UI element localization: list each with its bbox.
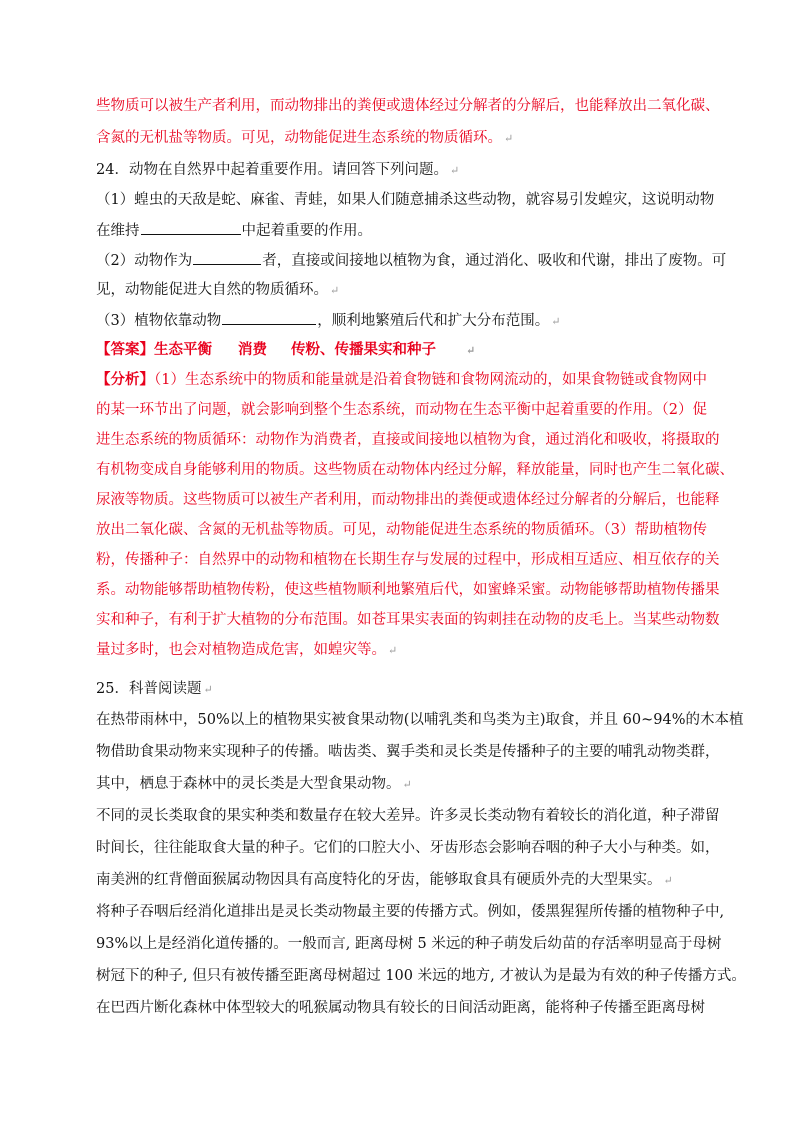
q24-analysis-line-4: 有机物变成自身能够利用的物质。这些物质在动物体内经过分解，释放能量，同时也产生二氧化碳、 — [96, 462, 734, 478]
q25-para2-line-2: 时间长，往往能取食大量的种子。它们的口腔大小、牙齿形态会影响吞咽的种子大小与种类。如， — [96, 840, 720, 856]
prev-answer-line-1: 些物质可以被生产者利用，而动物排出的粪便或遗体经过分解者的分解后，也能释放出二氧化碳、 — [96, 98, 720, 114]
q25-para3-line-4: 在巴西片断化森林中体型较大的吼猴属动物具有较长的日间活动距离，能将种子传播至距离母树 — [96, 1000, 705, 1016]
q24-analysis-line-6: 放出二氧化碳、含氮的无机盐等物质。可见，动物能促进生态系统的物质循环。（3）帮助植物传 — [96, 522, 707, 538]
paragraph-mark-icon: ↵ — [330, 284, 339, 297]
q24-analysis-line-8: 系。动物能够帮助植物传粉，使这些植物顺利地繁殖后代，如蜜蜂采蜜。动物能够帮助植物传播果 — [96, 582, 720, 598]
q25-para3-line-1: 将种子吞咽后经消化道排出是灵长类动物最主要的传播方式。例如，倭黑猩猩所传播的植物种子中, — [96, 904, 725, 920]
paragraph-mark-icon: ↵ — [203, 683, 212, 696]
q24-stem: 24．动物在自然界中起着重要作用。请回答下列问题。 ↵ — [96, 162, 459, 178]
q24-analysis-line-9: 实和种子，有利于扩大植物的分布范围。如苍耳果实表面的钩刺挂在动物的皮毛上。当某些动物数 — [96, 612, 720, 628]
q24-part1-line2: 在维持 中起着重要的作用。 — [96, 220, 372, 241]
q24-analysis-line-10: 量过多时，也会对植物造成危害，如蝗灾等。 ↵ — [96, 642, 397, 658]
paragraph-mark-icon: ↵ — [466, 344, 475, 357]
paragraph-mark-icon: ↵ — [551, 315, 560, 328]
q25-para2-line-1: 不同的灵长类取食的果实种类和数量存在较大差异。许多灵长类动物有着较长的消化道，种子滞留 — [96, 808, 720, 824]
paragraph-mark-icon: ↵ — [449, 164, 459, 177]
prev-answer-line-2: 含氮的无机盐等物质。可见，动物能促进生态系统的物质循环。 ↵ — [96, 130, 513, 146]
q24-part3: （3）植物依靠动物 ，顺利地繁殖后代和扩大分布范围。 ↵ — [96, 310, 559, 332]
q25-para3-line-2: 93%以上是经消化道传播的。一般而言, 距离母树 5 米远的种子萌发后幼苗的存活率明显高于母树 — [96, 936, 722, 952]
answer-blank-1[interactable] — [141, 220, 241, 235]
q25-stem: 25．科普阅读题 ↵ — [96, 681, 212, 697]
paragraph-mark-icon: ↵ — [388, 644, 397, 657]
answer-blank-3[interactable] — [222, 310, 316, 325]
q25-para1-line-1: 在热带雨林中，50%以上的植物果实被食果动物(以哺乳类和鸟类为主)取食，并且 60~94%的木本植 — [96, 712, 744, 728]
q24-part2-line1: （2）动物作为 者，直接或间接地以植物为食，通过消化、吸收和代谢，排出了废物。可 — [96, 250, 726, 271]
q24-part2-line2: 见，动物能促进大自然的物质循环。 ↵ — [96, 282, 339, 298]
q24-analysis-line-5: 尿液等物质。这些物质可以被生产者利用，而动物排出的粪便或遗体经过分解者的分解后，也能释 — [96, 492, 720, 508]
answer-blank-2[interactable] — [193, 250, 261, 265]
paragraph-mark-icon: ↵ — [402, 778, 411, 791]
q25-para3-line-3: 树冠下的种子, 但只有被传播至距离母树超过 100 米远的地方, 才被认为是最为有效的种子传播方式。 — [96, 968, 746, 984]
q25-para1-line-3: 其中，栖息于森林中的灵长类是大型食果动物。 ↵ — [96, 776, 411, 792]
q24-part1-line1: （1）蝗虫的天敌是蛇、麻雀、青蛙，如果人们随意捕杀这些动物，就容易引发蝗灾，这说明动物 — [96, 192, 715, 208]
paragraph-mark-icon: ↵ — [504, 132, 513, 145]
q24-analysis-line-2: 的某一环节出了问题，就会影响到整个生态系统，而动物在生态平衡中起着重要的作用。（2）促 — [96, 402, 707, 418]
q24-analysis-line-1: 【分析】（1）生态系统中的物质和能量就是沿着食物链和食物网流动的，如果食物链或食物网中 — [96, 371, 707, 388]
q24-answer: 【答案】生态平衡 消费 传粉、传播果实和种子 ↵ — [96, 341, 475, 358]
q25-para2-line-3: 南美洲的红背僧面猴属动物因具有高度特化的牙齿，能够取食具有硬质外壳的大型果实。 ↵ — [96, 872, 672, 888]
q25-para1-line-2: 物借助食果动物来实现种子的传播。啮齿类、翼手类和灵长类是传播种子的主要的哺乳动物类群， — [96, 744, 720, 760]
q24-analysis-line-7: 粉，传播种子：自然界中的动物和植物在长期生存与发展的过程中，形成相互适应、相互依存的关 — [96, 552, 720, 568]
q24-analysis-line-3: 进生态系统的物质循环：动物作为消费者，直接或间接地以植物为食，通过消化和吸收，将摄取的 — [96, 432, 720, 448]
paragraph-mark-icon: ↵ — [663, 874, 672, 887]
